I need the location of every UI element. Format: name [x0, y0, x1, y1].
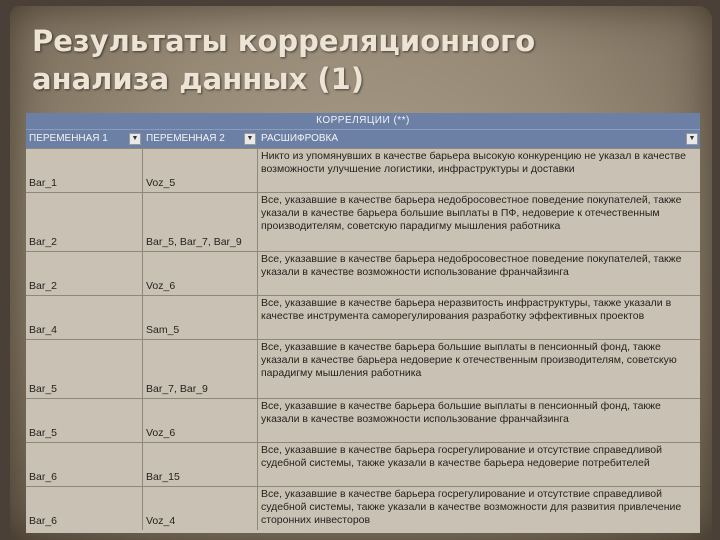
table-row — [26, 398, 700, 442]
table-row — [26, 148, 700, 192]
table-row — [26, 192, 700, 251]
cell-description: Все, указавшие в качестве барьера большие выплаты в пенсионный фонд, также указали в качестве барьера недоверие к отечественным производителям, советскую парадигму мышления работника — [261, 341, 677, 379]
table-header-row — [26, 129, 700, 148]
table-row — [26, 251, 700, 295]
column-header-description[interactable] — [258, 130, 700, 148]
cell-variable-2: Bar_7, Bar_9 — [143, 340, 258, 398]
cell-description: Никто из упомянувших в качестве барьера высокую конкуренцию не указал в качестве возможности улучшение логистики, инфраструктуры и доставки — [261, 150, 686, 175]
slide-title: Результаты корреляционного анализа данных (1) — [32, 24, 536, 96]
table-row — [26, 295, 700, 339]
cell-variable-1: Bar_6 — [26, 487, 143, 530]
column-header-label: РАСШИФРОВКА — [261, 133, 339, 144]
table-row — [26, 486, 700, 530]
cell-description: Все, указавшие в качестве барьера госрегулирование и отсутствие справедливой судебной системы, также указали в качестве барьера недоверие потребителей — [261, 444, 662, 469]
table-banner: КОРРЕЛЯЦИИ (**) — [26, 113, 700, 129]
table-row — [26, 339, 700, 398]
cell-description: Все, указавшие в качестве барьера недобросовестное поведение покупателей, также указали в качестве возможности использование франчайзинга — [261, 253, 682, 278]
cell-variable-1: Bar_5 — [26, 399, 143, 442]
column-header-variable-2[interactable] — [143, 130, 258, 148]
cell-variable-1: Bar_2 — [26, 252, 143, 295]
cell-description: Все, указавшие в качестве барьера неразвитость инфраструктуры, также указали в качестве инструмента саморегулирования разработку эффективных проектов — [261, 297, 672, 322]
cell-variable-2: Bar_5, Bar_7, Bar_9 — [143, 193, 258, 251]
correlation-table — [26, 113, 700, 533]
filter-dropdown-icon[interactable]: ▼ — [244, 133, 256, 145]
cell-variable-2: Voz_6 — [143, 252, 258, 295]
cell-description: Все, указавшие в качестве барьера госрегулирование и отсутствие справедливой судебной системы, также указали в качестве возможности для развития привлечение сторонних инвесторов — [261, 488, 682, 526]
cell-variable-1: Bar_6 — [26, 443, 143, 486]
cell-variable-2: Voz_4 — [143, 487, 258, 530]
cell-description: Все, указавшие в качестве барьера большие выплаты в пенсионный фонд, также указали в качестве возможности использование франчайзинга — [261, 400, 661, 425]
cell-variable-1: Bar_4 — [26, 296, 143, 339]
column-header-variable-1[interactable] — [26, 130, 143, 148]
column-header-label: ПЕРЕМЕННАЯ 1 — [29, 133, 108, 144]
cell-variable-1: Bar_2 — [26, 193, 143, 251]
cell-description: Все, указавшие в качестве барьера недобросовестное поведение покупателей, также указали в качестве барьера большие выплаты в ПФ, недоверие к отечественным производителям, советскую парадигму мышления работника — [261, 194, 682, 232]
cell-variable-2: Voz_6 — [143, 399, 258, 442]
column-header-label: ПЕРЕМЕННАЯ 2 — [146, 133, 225, 144]
filter-dropdown-icon[interactable]: ▼ — [686, 133, 698, 145]
table-row — [26, 442, 700, 486]
cell-variable-2: Bar_15 — [143, 443, 258, 486]
filter-dropdown-icon[interactable]: ▼ — [129, 133, 141, 145]
cell-variable-1: Bar_1 — [26, 149, 143, 192]
cell-variable-1: Bar_5 — [26, 340, 143, 398]
cell-variable-2: Voz_5 — [143, 149, 258, 192]
cell-variable-2: Sam_5 — [143, 296, 258, 339]
